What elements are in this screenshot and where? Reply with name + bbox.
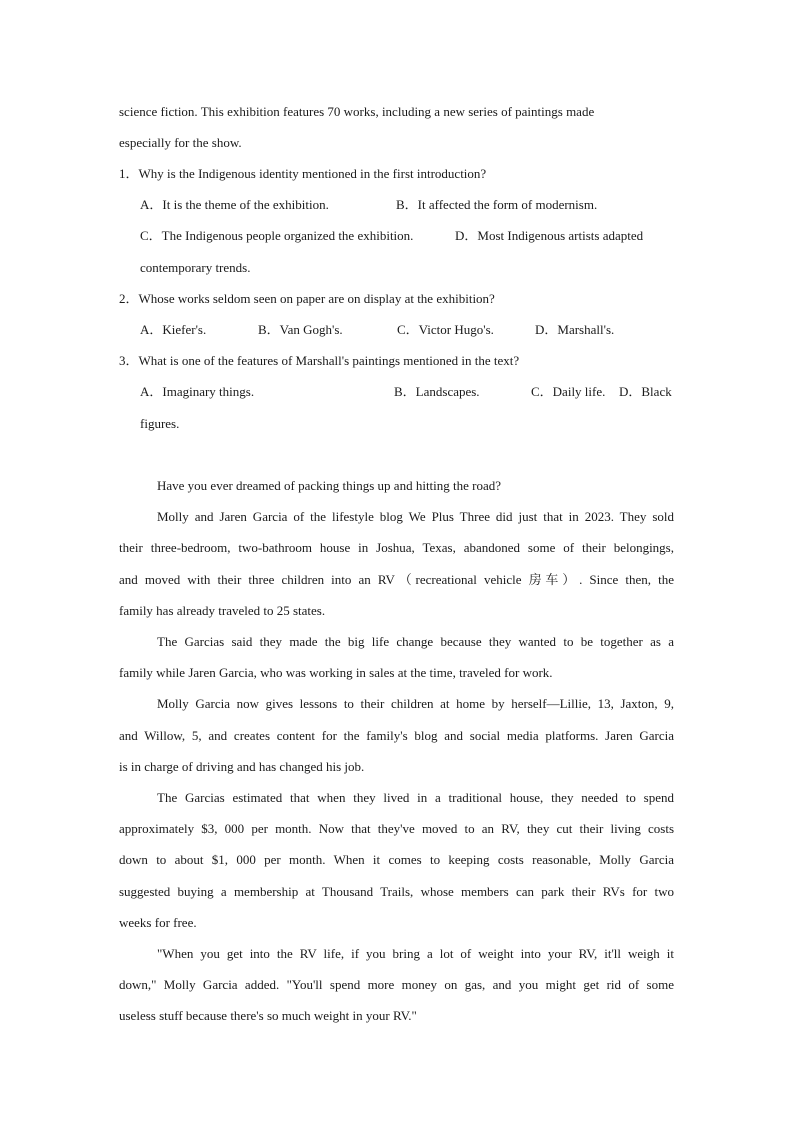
question-1-stem: 1．Why is the Indigenous identity mentioned in the first introduction? — [119, 166, 487, 181]
passage2-line-5: family has already traveled to 25 states. — [119, 603, 326, 618]
passage2-line-16: "When you get into the RV life, if you bring a lot of weight into your RV, it'll weigh it — [157, 946, 674, 961]
question-1-option-b: B．It affected the form of modernism. — [396, 197, 598, 212]
passage2-line-11: The Garcias estimated that when they lived in a traditional house, they needed to spend — [157, 790, 674, 805]
question-3-option-c: C．Daily life. — [531, 384, 606, 399]
question-2-option-a: A．Kiefer's. — [140, 322, 207, 337]
passage2-line-1: Have you ever dreamed of packing things up and hitting the road? — [157, 478, 502, 493]
question-3-stem: 3．What is one of the features of Marshall's paintings mentioned in the text? — [119, 353, 520, 368]
passage2-line-8: Molly Garcia now gives lessons to their children at home by herself—Lillie, 13, Jaxton, 9, — [157, 696, 674, 711]
passage2-line-6: The Garcias said they made the big life change because they wanted to be together as a — [157, 634, 674, 649]
passage2-line-15: weeks for free. — [119, 915, 197, 930]
question-2-option-c: C．Victor Hugo's. — [397, 322, 494, 337]
passage1-line-1: science fiction. This exhibition features 70 works, including a new series of paintings made — [119, 104, 595, 119]
passage2-line-12: approximately $3, 000 per month. Now that they've moved to an RV, they cut their living costs — [119, 821, 674, 836]
question-3-option-a: A．Imaginary things. — [140, 384, 255, 399]
passage2-line-9: and Willow, 5, and creates content for the family's blog and social media platforms. Jaren Garcia — [119, 728, 674, 743]
question-1-option-a: A．It is the theme of the exhibition. — [140, 197, 329, 212]
question-2-option-d: D．Marshall's. — [535, 322, 615, 337]
passage2-line-13: down to about $1, 000 per month. When it comes to keeping costs reasonable, Molly Garcia — [119, 852, 674, 867]
question-3-option-b: B．Landscapes. — [394, 384, 480, 399]
question-3-option-d: D．Black — [619, 384, 672, 399]
question-2-stem: 2．Whose works seldom seen on paper are on display at the exhibition? — [119, 291, 495, 306]
question-1-option-c: C．The Indigenous people organized the exhibition. — [140, 228, 414, 243]
question-3-option-d-cont: figures. — [140, 416, 180, 431]
passage2-line-17: down," Molly Garcia added. "You'll spend more money on gas, and you might get rid of some — [119, 977, 674, 992]
question-1-option-d: D．Most Indigenous artists adapted — [455, 228, 644, 243]
passage2-line-14: suggested buying a membership at Thousand Trails, whose members can park their RVs for two — [119, 884, 674, 899]
passage2-line-18: useless stuff because there's so much weight in your RV." — [119, 1008, 417, 1023]
passage2-line-7: family while Jaren Garcia, who was working in sales at the time, traveled for work. — [119, 665, 553, 680]
passage2-line-3: their three-bedroom, two-bathroom house in Joshua, Texas, abandoned some of their belongings, — [119, 540, 674, 555]
passage1-line-2: especially for the show. — [119, 135, 242, 150]
question-2-option-b: B．Van Gogh's. — [258, 322, 343, 337]
passage2-line-4: and moved with their three children into an RV（recreational vehicle 房车）. Since then, the — [119, 572, 674, 587]
passage2-line-10: is in charge of driving and has changed his job. — [119, 759, 365, 774]
passage2-line-2: Molly and Jaren Garcia of the lifestyle blog We Plus Three did just that in 2023. They sold — [157, 509, 674, 524]
question-1-option-d-cont: contemporary trends. — [140, 260, 251, 275]
